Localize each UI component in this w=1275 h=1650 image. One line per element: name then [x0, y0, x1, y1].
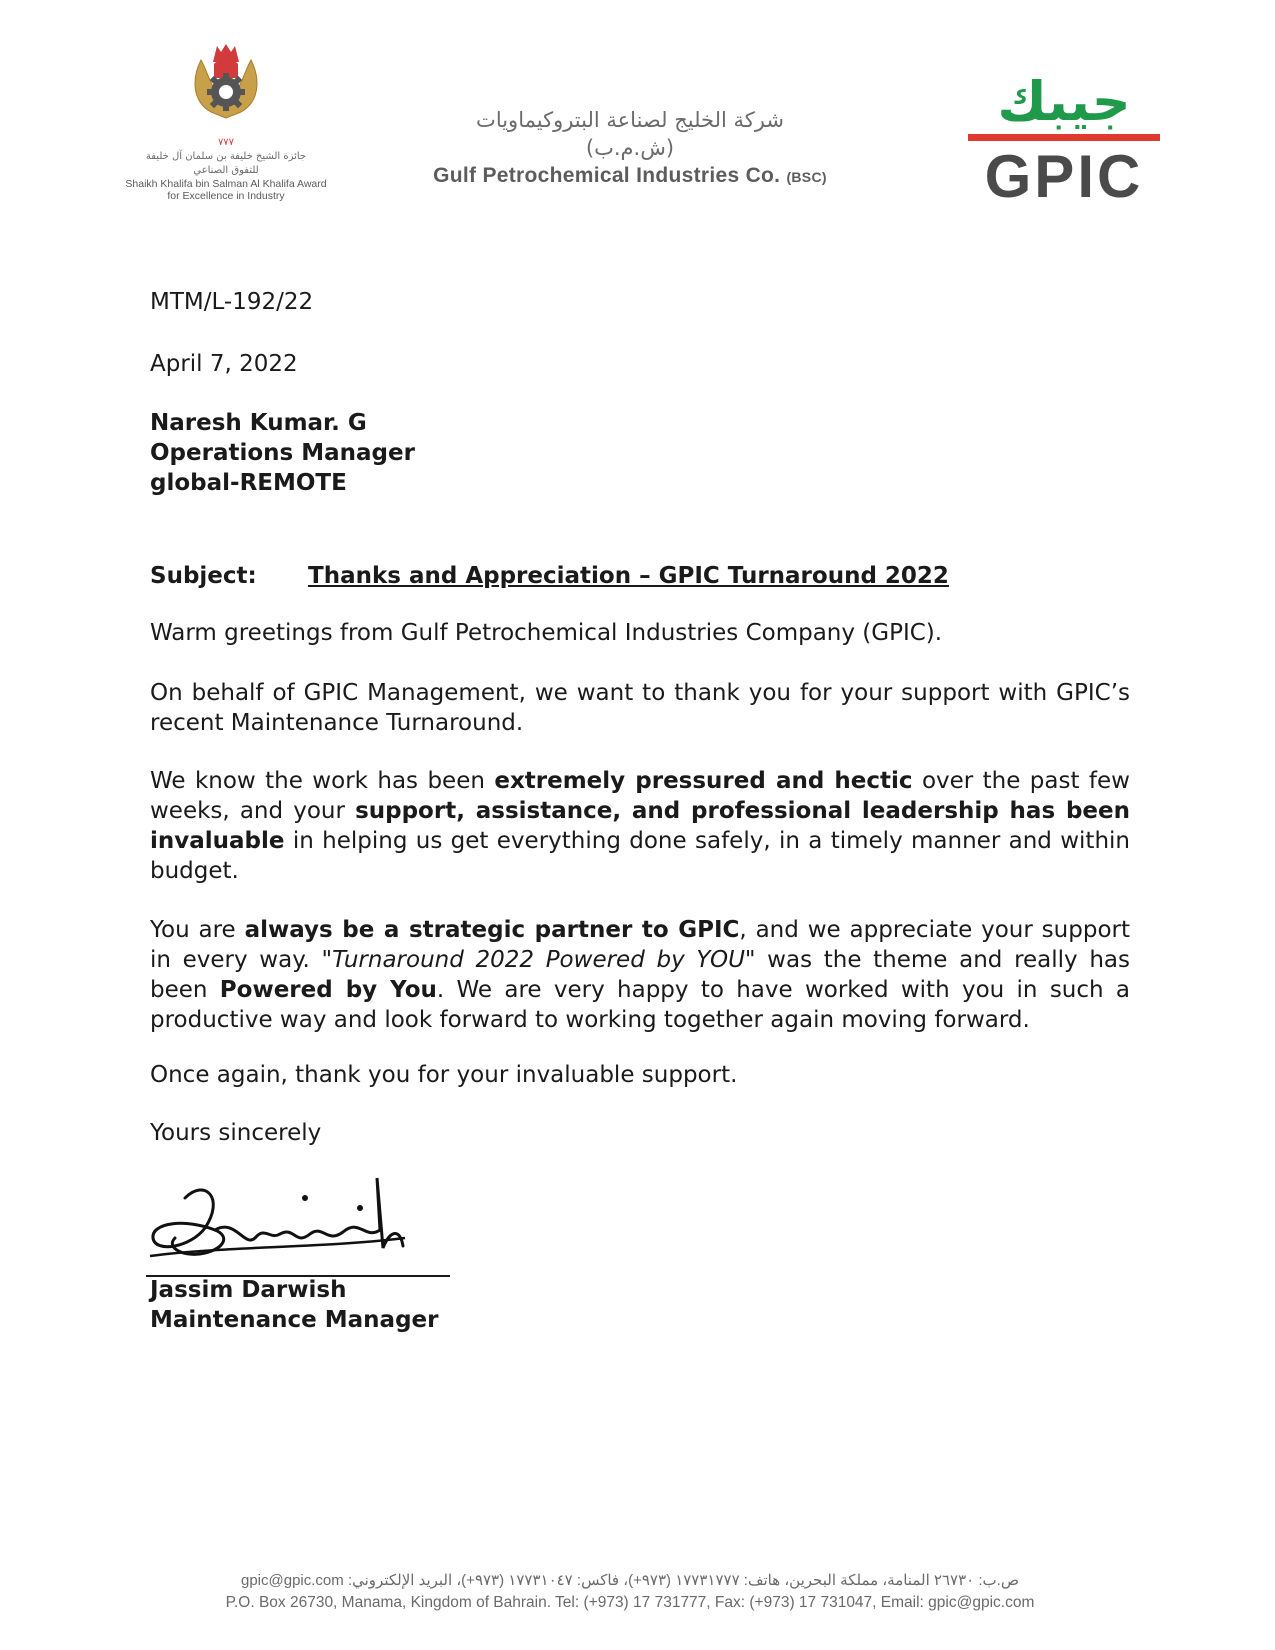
- footer-contact: [190, 1570, 1070, 1614]
- recipient-name: Naresh Kumar. G: [150, 410, 367, 436]
- subject-text: Thanks and Appreciation – GPIC Turnaround 2022: [308, 563, 949, 589]
- award-emblem: [108, 40, 344, 202]
- gpic-logo-en: GPIC: [984, 143, 1144, 210]
- gpic-logo-ar: جيبك: [997, 70, 1131, 133]
- company-name-en-line: [430, 162, 830, 191]
- company-name-block: [430, 106, 830, 191]
- award-crest-icon: [181, 40, 271, 136]
- signer-name: Jassim Darwish: [150, 1277, 347, 1303]
- company-name-ar: شركة الخليج لصناعة البتروكيماويات (ش.م.ب): [476, 108, 784, 160]
- award-title-en-1: Shaikh Khalifa bin Salman Al Khalifa Award: [125, 178, 327, 190]
- letter-date: April 7, 2022: [150, 351, 298, 377]
- recipient-company: global-REMOTE: [150, 470, 347, 496]
- p4-text-a: You are: [150, 917, 245, 943]
- p4-text-d: . We are very happy to have worked with you in such a productive way and look forward to working together again moving forward.: [150, 977, 1131, 1033]
- paragraph-closing: Once again, thank you for your invaluable support.: [150, 1062, 738, 1088]
- p3-bold-a: extremely pressured and hectic: [494, 768, 913, 794]
- paragraph-greeting: Warm greetings from Gulf Petrochemical Industries Company (GPIC).: [150, 620, 943, 646]
- closing-salutation: Yours sincerely: [150, 1120, 322, 1146]
- gpic-logo-bar: [968, 134, 1160, 141]
- paragraph-partner: [150, 915, 1130, 1035]
- award-mark: ۷۷۷: [217, 137, 235, 148]
- company-suffix: (BSC): [786, 169, 827, 185]
- recipient-block: [150, 408, 1130, 498]
- p3-bold-b: support, assistance, and professional leadership has been invaluable: [150, 798, 1130, 854]
- signer-title: Maintenance Manager: [150, 1307, 439, 1333]
- p4-text-c: was the theme and really has been: [150, 947, 1130, 1003]
- p4-text-b: , and we appreciate your support in every way.: [150, 917, 1130, 973]
- gpic-logo: [968, 70, 1160, 210]
- award-title-en-2: for Excellence in Industry: [167, 190, 285, 202]
- reference-number: MTM/L-192/22: [150, 289, 314, 315]
- footer-address-en: P.O. Box 26730, Manama, Kingdom of Bahrain. Tel: (+973) 17 731777, Fax: (+973) 17 731047, Email: gpic@gpic.com: [225, 1594, 1035, 1611]
- paragraph-thanks: On behalf of GPIC Management, we want to thank you for your support with GPIC’s recent Maintenance Turnaround.: [150, 680, 1130, 736]
- footer-address-ar: ص.ب: ٢٦٧٣٠ المنامة، مملكة البحرين، هاتف: ١٧٧٣١٧٧٧ (٩٧٣+)، فاكس: ١٧٧٣١٠٤٧ (٩٧٣+)، البريد الإلكتروني: gpic@gpic.com: [241, 1572, 1019, 1589]
- award-title-ar-1: جائزة الشيخ خليفة بن سلمان آل خليفة: [145, 151, 307, 162]
- p3-text-b: over the past few weeks, and your: [150, 768, 1130, 824]
- p4-theme: "Turnaround 2022 Powered by YOU": [321, 947, 756, 973]
- award-title-ar-2: للتفوق الصناعي: [193, 165, 259, 176]
- subject-line: [150, 561, 1130, 591]
- p3-text-a: We know the work has been: [150, 768, 495, 794]
- company-name-en: Gulf Petrochemical Industries Co.: [433, 164, 781, 187]
- paragraph-support: [150, 766, 1130, 886]
- subject-label: Subject:: [150, 563, 257, 589]
- recipient-title: Operations Manager: [150, 440, 415, 466]
- signer-block: [150, 1275, 1130, 1335]
- p4-bold-a: always be a strategic partner to GPIC: [244, 917, 740, 943]
- signature-image: [145, 1168, 455, 1278]
- p3-text-c: in helping us get everything done safely, in a timely manner and within budget.: [150, 828, 1130, 884]
- p4-bold-b: Powered by You: [219, 977, 437, 1003]
